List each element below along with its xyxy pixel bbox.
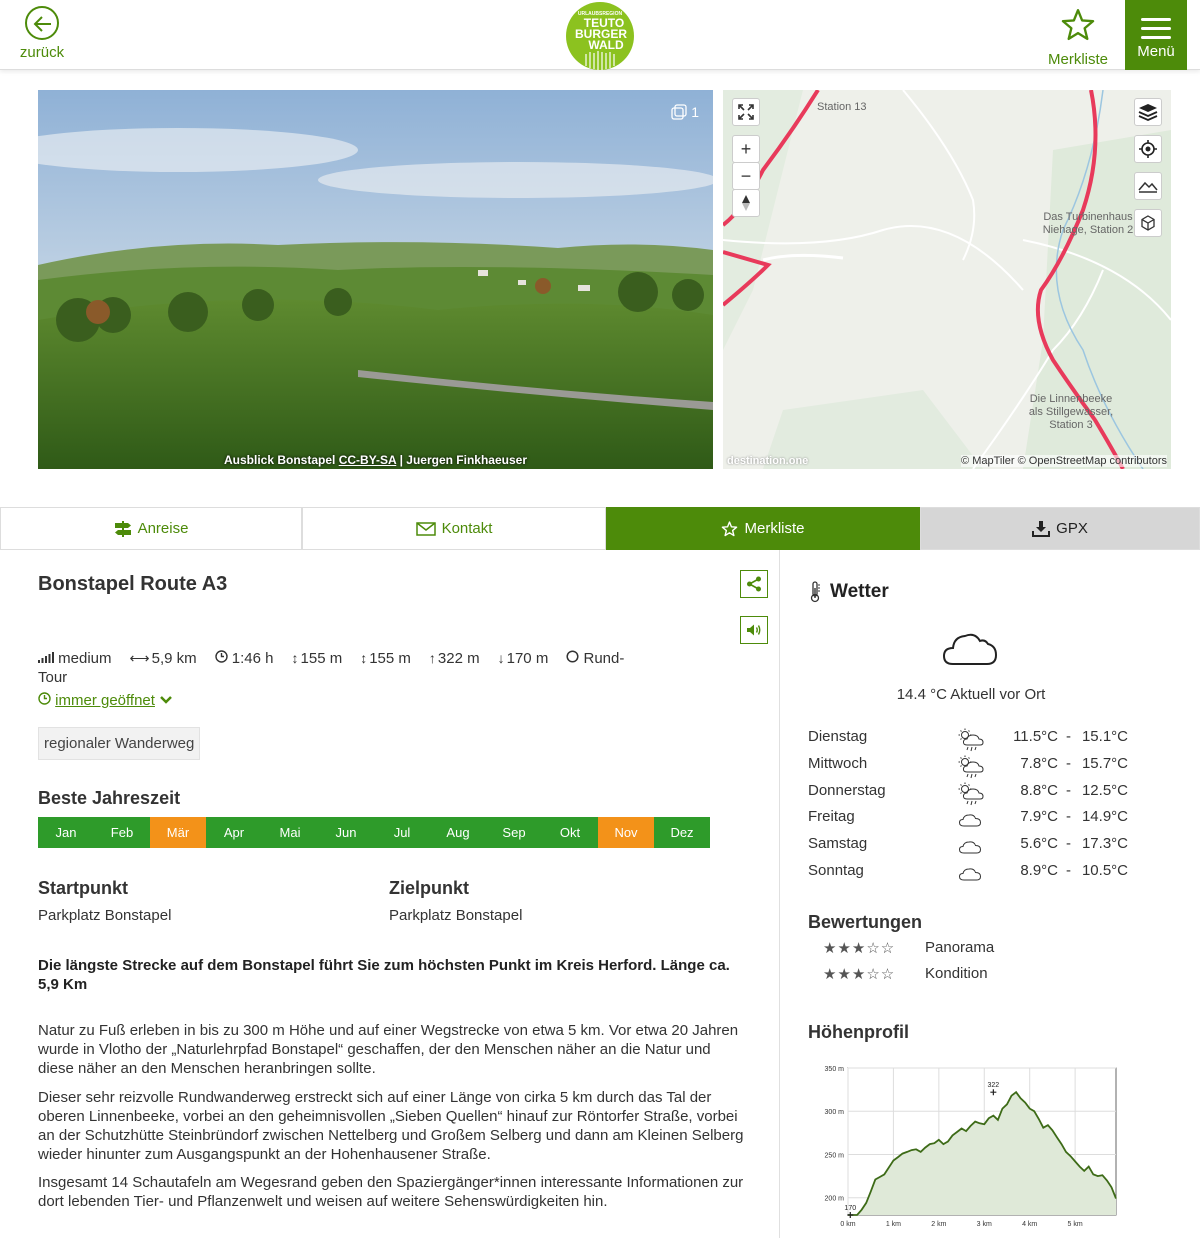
menu-button[interactable] [1125,0,1187,70]
y-tick-label: 200 m [824,1195,844,1203]
x-tick-label: 5 km [1067,1221,1083,1228]
description-paragraph-3: Insgesamt 14 Schautafeln am Wegesrand geben den Spaziergänger*innen interessante Informationen zur dort lebenden Tier- und Pflanzenwelt und weisen auf weitere Sehenswürdigkeiten hin. [38,1174,744,1210]
weather-day: Mittwoch [808,754,868,772]
caption-prefix: Ausblick Bonstapel [224,453,339,467]
sun-cloud-rain-icon [958,755,984,783]
star-icon [1060,8,1096,42]
weather-low: 8.8°C [1020,781,1058,799]
back-label: zurück [19,44,65,61]
map-label-station-3: Die Linnenbeeke als Stillgewässer, Station 3 [1028,393,1114,431]
fact-lowest [498,650,549,667]
current-temperature: 14.4 °C Aktuell vor Ort [896,686,1046,703]
weather-dash: - [1066,754,1071,772]
difficulty-value: medium [58,650,112,667]
download-icon [1032,520,1050,537]
cloud-icon [941,628,999,673]
fullscreen-button[interactable] [732,98,760,126]
gpx-label: GPX [1056,520,1088,537]
annotation-label: 322 [987,1082,1000,1090]
arrow-up-icon: ↑ [428,650,436,666]
x-tick-label: 4 km [1022,1221,1038,1228]
month-cell: Mai [262,817,318,848]
sun-cloud-rain-icon [958,728,984,756]
column-divider [779,550,780,1238]
share-icon [746,576,762,592]
weather-heading [808,581,889,603]
month-cell: Jan [38,817,94,848]
signal-bars-icon [38,652,54,663]
terrain-button[interactable] [1134,172,1162,200]
x-tick-label: 2 km [931,1221,947,1228]
weather-row [808,862,1138,884]
weather-row [808,782,1138,804]
map-label-station-13: Station 13 [817,101,867,113]
rating-row [823,965,988,983]
type-value-b: Tour [38,669,68,686]
weather-dash: - [1066,862,1071,879]
end-value: Parkplatz Bonstapel [389,907,523,924]
logo-text-region: URLAUBSREGION [577,11,623,17]
merkliste-action-label: Merkliste [744,520,805,537]
weather-dash: - [1066,808,1071,826]
weather-dash: - [1066,728,1071,745]
layers-button[interactable] [1134,98,1162,126]
start-value: Parkplatz Bonstapel [38,907,172,924]
back-arrow-icon [25,6,59,40]
season-months [38,817,710,848]
month-cell: Dez [654,817,710,848]
arrow-down-icon: ↓ [497,650,505,666]
weather-day: Donnerstag [808,781,886,799]
rating-stars: ★★★☆☆ [823,966,896,983]
rating-name: Panorama [925,939,995,956]
opening-hours-label: immer geöffnet [55,692,155,709]
description-paragraph-1: Natur zu Fuß erleben in bis zu 300 m Höhe und auf einer Wegstrecke von etwa 5 km. Vor etwa 20 Jahren wurde in Vlotho der „Naturlehrpfad Bonstapel“ geschaffen, der den Menschen näher an die Natur und diese näher an den Menschen heranbringen sollte. [38,1022,739,1077]
signpost-icon [114,520,132,538]
gpx-download-button[interactable] [920,507,1200,550]
fact-descent [360,650,411,667]
elevation-profile-chart[interactable] [808,1060,1128,1237]
teutoburger-wald-logo[interactable] [564,2,636,70]
read-aloud-button[interactable] [740,616,768,644]
season-heading: Beste Jahreszeit [38,788,181,808]
zoom-in-button[interactable]: + [732,135,760,163]
profile-heading: Höhenprofil [808,1022,909,1042]
lowest-value: 170 m [506,650,549,667]
month-cell: Aug [430,817,486,848]
license-link[interactable]: CC-BY-SA [338,453,397,467]
route-map[interactable] [723,90,1171,469]
clock-icon [215,650,228,663]
month-cell: Sep [486,817,542,848]
type-value-a: Rund- [583,650,625,667]
weather-row [808,755,1138,777]
weather-day: Samstag [808,835,868,853]
fact-ascent [292,650,343,667]
description-lead: Die längste Strecke auf dem Bonstapel führt Sie zum höchsten Punkt im Kreis Herford. Länge ca. 5,9 Km [38,957,730,993]
weather-low: 11.5°C [1013,728,1058,745]
fact-duration [215,650,274,667]
weather-high: 15.1°C [1081,728,1128,745]
weather-dash: - [1066,835,1071,853]
x-tick-label: 1 km [885,1221,902,1228]
locate-button[interactable] [1134,135,1162,163]
ratings-heading: Bewertungen [808,912,923,932]
kontakt-button[interactable] [302,507,606,550]
logo-text-wald: WALD [588,38,624,52]
x-tick-label: 0 km [840,1221,856,1228]
weather-heading-label: Wetter [830,581,889,602]
distance-arrows-icon: ⟷ [129,650,150,666]
distance-value: 5,9 km [151,650,197,667]
highest-value: 322 m [437,650,480,667]
speaker-icon [746,623,762,637]
y-tick-label: 300 m [824,1109,844,1117]
weather-low: 8.9°C [1020,862,1058,879]
weather-row [808,808,1138,830]
opening-hours-toggle[interactable] [38,692,173,709]
kontakt-label: Kontakt [441,520,493,537]
merkliste-button[interactable] [606,507,920,550]
annotation-label: 170 [844,1205,857,1212]
tour-facts [38,649,648,687]
weather-day: Freitag [808,808,855,826]
anreise-label: Anreise [137,520,189,537]
x-tick-label: 3 km [976,1221,992,1228]
logo-text-teuto: TEUTO [583,16,625,30]
zoom-out-button[interactable]: − [732,162,760,190]
weather-high: 15.7°C [1081,754,1128,772]
chevron-down-icon [159,695,173,705]
rating-row [823,939,995,957]
share-button[interactable] [740,570,768,598]
month-cell: Feb [94,817,150,848]
hamburger-icon [1141,18,1171,39]
cube-icon [1141,215,1155,231]
weather-high: 17.3°C [1081,835,1128,853]
mountain-icon [1138,179,1158,193]
back-button[interactable] [12,6,72,61]
descent-value: 155 m [369,650,411,667]
layers-icon [1138,103,1158,121]
description-paragraph-2: Dieser sehr reizvolle Rundwanderweg erstreckt sich auf einer Länge von cirka 5 km durch das Tal der oberen Linnenbeeke, vorbei an den geheimnisvollen „Sieben Quellen“ hinauf zur Röntorfer Straße, vorbei an der Schutzhütte Steinbründorf zwischen Nettelberg und Großem Selberg und dann am Kleinen Selberg wieder hinunter zum Ausgangspunkt an der Hohenhausener Straße. [38,1089,744,1163]
landscape-image [38,90,713,469]
weather-low: 7.8°C [1020,754,1058,772]
weather-row [808,728,1138,750]
expand-icon [737,103,755,121]
logo-text-burger: BURGER [574,27,628,41]
caption-suffix: | Juergen Finkhaeuser [396,453,527,467]
crosshair-icon [1139,140,1157,158]
y-tick-label: 350 m [824,1066,844,1073]
site-header [0,0,1200,70]
tour-photo[interactable] [38,90,713,469]
weather-low: 5.6°C [1020,835,1058,853]
fact-distance [130,650,197,667]
end-heading: Zielpunkt [389,878,469,898]
cloud-icon [958,812,982,832]
map-attribution[interactable]: © MapTiler © OpenStreetMap contributors [961,455,1167,467]
weather-day: Dienstag [808,728,868,745]
month-cell: Jun [318,817,374,848]
merkliste-label: Merkliste [1047,51,1108,68]
image-count-value: 1 [691,104,699,120]
month-cell: Okt [542,817,598,848]
thermometer-icon [808,581,822,603]
header-merkliste-button[interactable] [1042,8,1114,68]
sun-cloud-rain-icon [958,782,984,810]
cloud-icon [958,866,982,886]
menu-label: Menü [1137,43,1175,60]
weather-high: 12.5°C [1081,781,1128,799]
fact-type [566,650,624,667]
weather-high: 14.9°C [1081,808,1128,826]
tour-title: Bonstapel Route A3 [38,573,228,595]
image-count [671,104,699,120]
fact-highest [429,650,480,667]
photo-caption [38,453,713,467]
envelope-icon [416,522,436,536]
gallery-icon [671,104,687,120]
updown-icon: ↕ [360,650,368,666]
compass-button[interactable] [732,189,760,217]
month-cell: Jul [374,817,430,848]
duration-value: 1:46 h [231,650,274,667]
star-icon [721,521,738,537]
y-tick-label: 250 m [824,1152,844,1160]
start-heading: Startpunkt [38,878,128,898]
map-brand[interactable]: destination.one [727,455,809,467]
fact-difficulty [38,650,112,667]
rating-name: Kondition [925,965,988,982]
3d-button[interactable] [1134,209,1162,237]
action-bar [0,507,1200,550]
updown-icon: ↕ [291,650,299,666]
clock-icon [38,692,51,705]
weather-dash: - [1066,781,1071,799]
weather-low: 7.9°C [1020,808,1058,826]
ascent-value: 155 m [300,650,343,667]
map-label-station-2: Das Turbinenhaus Niehage, Station 2 [1042,211,1134,236]
cloud-icon [958,839,982,859]
compass-icon [741,194,751,212]
month-cell: Nov [598,817,654,848]
category-tag[interactable]: regionaler Wanderweg [38,727,200,760]
rating-stars: ★★★☆☆ [823,940,896,957]
weather-high: 10.5°C [1081,862,1128,879]
month-cell: Mär [150,817,206,848]
month-cell: Apr [206,817,262,848]
anreise-button[interactable] [0,507,302,550]
weather-row [808,835,1138,857]
circle-icon [566,650,579,663]
weather-day: Sonntag [808,862,864,879]
